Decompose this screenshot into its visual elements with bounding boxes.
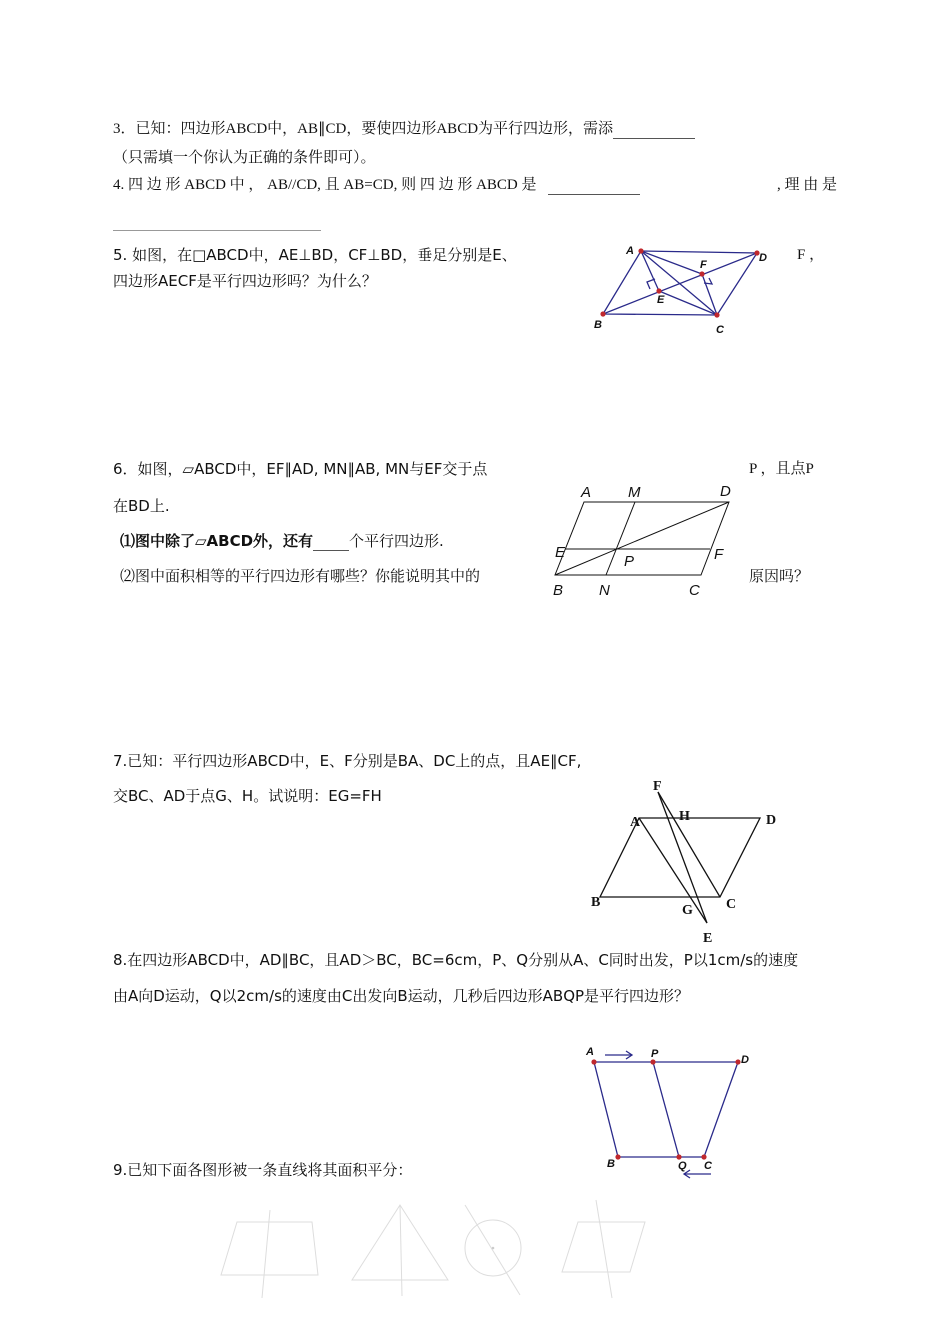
q6-line4-tail: 原因吗？ — [749, 567, 810, 585]
q7-label-d: D — [766, 813, 777, 828]
q9-circle-center — [492, 1247, 495, 1250]
q6-line2: 在BD上. — [113, 497, 170, 515]
q5-label-b: B — [594, 319, 602, 331]
q5-line2: 四边形AECF是平行四边形吗？为什么？ — [113, 272, 377, 290]
q9-shape-trapezoid — [221, 1222, 318, 1275]
q5-label-f: F — [700, 259, 707, 271]
q7-label-h: H — [679, 809, 690, 824]
q6-line1-tail: P ，且点P — [749, 461, 814, 477]
q6-line1: 6．如图，▱ABCD中，EF∥AD, MN∥AB, MN与EF交于点 — [113, 460, 488, 478]
q6-label-a: A — [581, 484, 592, 501]
q9-shape-triangle-cut — [400, 1205, 402, 1296]
q6-label-d: D — [720, 483, 731, 500]
q9-line1: 9.已知下面各图形被一条直线将其面积平分： — [113, 1161, 413, 1179]
q8-label-b: B — [607, 1158, 615, 1170]
q9-shape-parallelogram-cut — [596, 1200, 612, 1298]
q5-label-d: D — [759, 252, 767, 264]
q8-label-p: P — [651, 1048, 659, 1060]
q7-label-a: A — [630, 815, 641, 830]
q6-label-n: N — [599, 582, 610, 599]
q6-line3: ⑴图中除了▱ABCD外，还有 个平行四边形. — [120, 532, 444, 550]
q7-label-b: B — [591, 895, 601, 910]
q8-label-d: D — [741, 1054, 749, 1066]
q6-label-m: M — [628, 484, 641, 501]
q8-line2: 由A向D运动，Q以2cm/s的速度由C出发向B运动，几秒后四边形ABQP是平行四边形？ — [113, 987, 690, 1005]
q7-label-c: C — [726, 897, 737, 912]
q7-line1: 7.已知：平行四边形ABCD中，E、F分别是BA、DC上的点，且AE∥CF, — [113, 752, 582, 770]
q7-label-e: E — [703, 931, 713, 946]
q3-line2: （只需填一个你认为正确的条件即可）。 — [113, 148, 376, 166]
q9-shape-circle-cut — [465, 1205, 520, 1295]
q6-label-b: B — [553, 582, 564, 599]
q8-label-q: Q — [678, 1160, 687, 1172]
q5-line1-tail: F ， — [797, 247, 825, 263]
q7-label-f: F — [653, 779, 662, 794]
q3-line1: 3．已知：四边形ABCD中，AB∥CD，要使四边形ABCD为平行四边形，需添 — [113, 119, 695, 139]
q8-label-a: A — [586, 1046, 594, 1058]
q7-line2: 交BC、AD于点G、H。试说明：EG=FH — [113, 787, 382, 805]
q6-label-f: F — [714, 546, 724, 563]
q8-label-c: C — [704, 1160, 712, 1172]
q8-line1: 8.在四边形ABCD中，AD∥BC，且AD＞BC，BC=6cm，P、Q分别从A、C同时出发，P以1cm/s的速度 — [113, 951, 799, 969]
q6-label-c: C — [689, 582, 700, 599]
q5-label-a: A — [626, 245, 634, 257]
q5-line1: 5. 如图，在□ABCD中，AE⊥BD，CF⊥BD，垂足分别是E、 — [113, 246, 517, 264]
q9-shape-trapezoid-cut — [262, 1210, 270, 1298]
q7-label-g: G — [682, 903, 693, 918]
q5-label-c: C — [716, 324, 724, 336]
q6-line4: ⑵图中面积相等的平行四边形有哪些？你能说明其中的 — [120, 567, 481, 585]
q6-label-e: E — [555, 544, 566, 561]
q6-label-p: P — [624, 553, 635, 570]
q4-line1: 4. 四 边 形 ABCD 中 ， AB//CD, 且 AB=CD, 则 四 边 形 ABCD 是 , 理 由 是 — [113, 177, 837, 193]
q5-label-e: E — [657, 294, 665, 306]
